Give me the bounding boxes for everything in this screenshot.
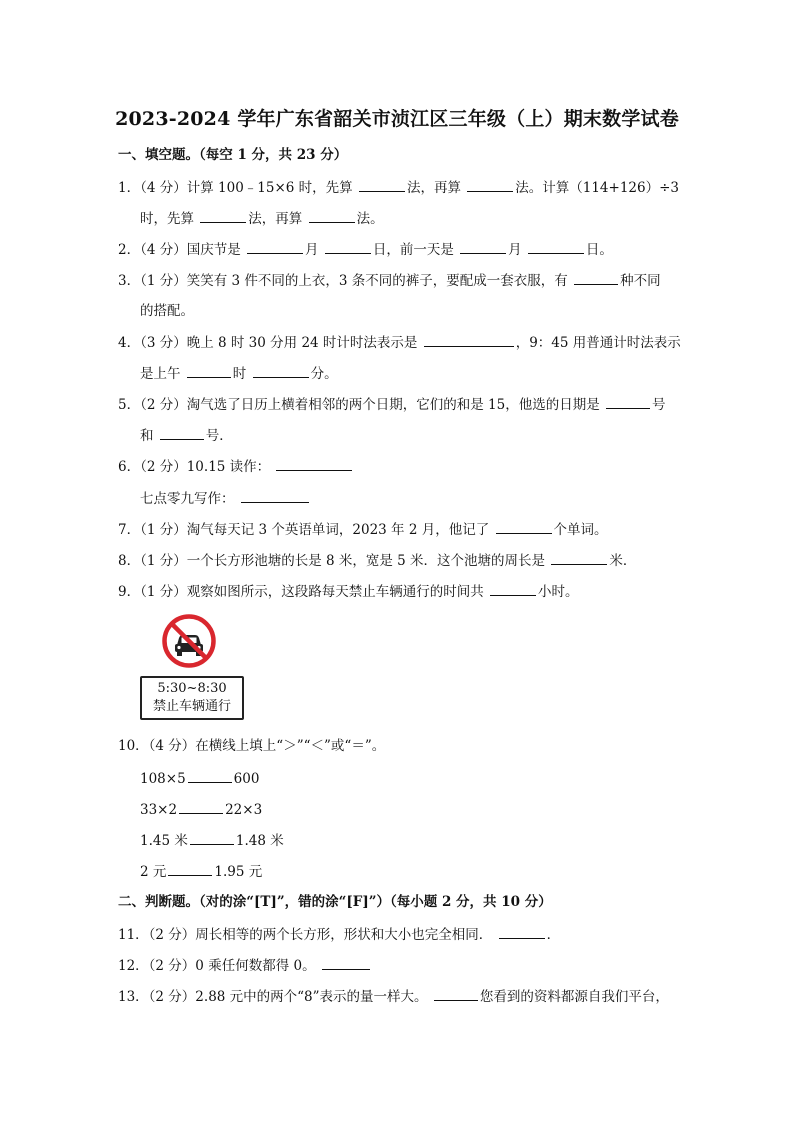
no-vehicles-sign-figure [140, 614, 244, 720]
sign-time-panel [140, 676, 244, 720]
question-7: 7．（1 分）淘气每天记 3 个英语单词，2023 年 2 月，他记了 个单词。 [118, 522, 608, 538]
question-6-line-1: 6．（2 分）10.15 读作： [118, 457, 354, 476]
question-5-line-2: 和 号． [140, 428, 233, 444]
answer-blank[interactable] [574, 271, 618, 285]
question-1-line-1: 1．（4 分）计算 100﹣15×6 时，先算 法，再算 法。计算（114+126）÷3 [118, 180, 679, 196]
answer-blank[interactable] [499, 925, 545, 939]
section-1-heading: 一、填空题。（每空 1 分，共 23 分） [118, 147, 348, 163]
question-11: 11．（2 分）周长相等的两个长方形，形状和大小也完全相同． ． [118, 927, 561, 943]
answer-blank[interactable] [467, 178, 513, 192]
answer-blank[interactable] [528, 240, 584, 254]
compare-row-3: 1.45 米 1.48 米 [140, 833, 284, 849]
question-8: 8．（1 分）一个长方形池塘的长是 8 米，宽是 5 米．这个池塘的周长是 米． [118, 553, 637, 569]
answer-blank[interactable] [309, 209, 355, 223]
answer-blank[interactable] [187, 364, 231, 378]
answer-blank[interactable] [179, 800, 223, 814]
question-6-line-2: 七点零九写作： [140, 489, 311, 508]
answer-blank[interactable] [276, 457, 352, 471]
answer-blank[interactable] [241, 489, 309, 503]
answer-blank[interactable] [424, 333, 514, 347]
question-5-line-1: 5．（2 分）淘气选了日历上横着相邻的两个日期，它们的和是 15，他选的日期是 号 [118, 397, 666, 413]
answer-blank[interactable] [253, 364, 309, 378]
answer-blank[interactable] [606, 395, 650, 409]
compare-row-2: 33×2 22×3 [140, 802, 263, 818]
compare-row-4: 2 元 1.95 元 [140, 864, 263, 880]
answer-blank[interactable] [325, 240, 371, 254]
question-9: 9．（1 分）观察如图所示，这段路每天禁止车辆通行的时间共 小时。 [118, 584, 579, 600]
exam-title: 2023-2024 学年广东省韶关市浈江区三年级（上）期末数学试卷 [115, 108, 679, 130]
answer-blank[interactable] [190, 831, 234, 845]
answer-blank[interactable] [496, 520, 552, 534]
question-4-line-1: 4．（3 分）晚上 8 时 30 分用 24 时计时法表示是 ，9：45 用普通计时法表示 [118, 335, 681, 351]
question-1-line-2: 时，先算 法，再算 法。 [140, 211, 384, 227]
sign-time: 5:30~8:30 [157, 681, 227, 696]
answer-blank[interactable] [247, 240, 303, 254]
sign-text: 禁止车辆通行 [152, 699, 231, 714]
answer-blank[interactable] [434, 987, 478, 1001]
answer-blank[interactable] [188, 769, 232, 783]
question-12: 12．（2 分）0 乘任何数都得 0。 [118, 956, 372, 975]
question-2: 2．（4 分）国庆节是 月 日，前一天是 月 日。 [118, 242, 613, 258]
answer-blank[interactable] [460, 240, 506, 254]
answer-blank[interactable] [490, 582, 536, 596]
no-vehicles-icon [162, 614, 216, 668]
answer-blank[interactable] [200, 209, 246, 223]
section-2-heading: 二、判断题。（对的涂“[T]”，错的涂“[F]”）（每小题 2 分，共 10 分） [118, 894, 552, 910]
answer-blank[interactable] [322, 956, 370, 970]
answer-blank[interactable] [551, 551, 607, 565]
answer-blank[interactable] [359, 178, 405, 192]
answer-blank[interactable] [160, 426, 204, 440]
question-3-line-1: 3．（1 分）笑笑有 3 件不同的上衣，3 条不同的裤子，要配成一套衣服，有 种不同 [118, 273, 661, 289]
question-3-line-2: 的搭配。 [140, 303, 194, 319]
answer-blank[interactable] [168, 862, 212, 876]
question-10: 10．（4 分）在横线上填上“＞”“＜”或“＝”。 [118, 738, 386, 754]
question-4-line-2: 是上午 时 分。 [140, 366, 338, 382]
question-13: 13．（2 分）2.88 元中的两个“8”表示的量一样大。 您看到的资料都源自我们平台， [118, 989, 669, 1005]
compare-row-1: 108×5 600 [140, 771, 260, 787]
